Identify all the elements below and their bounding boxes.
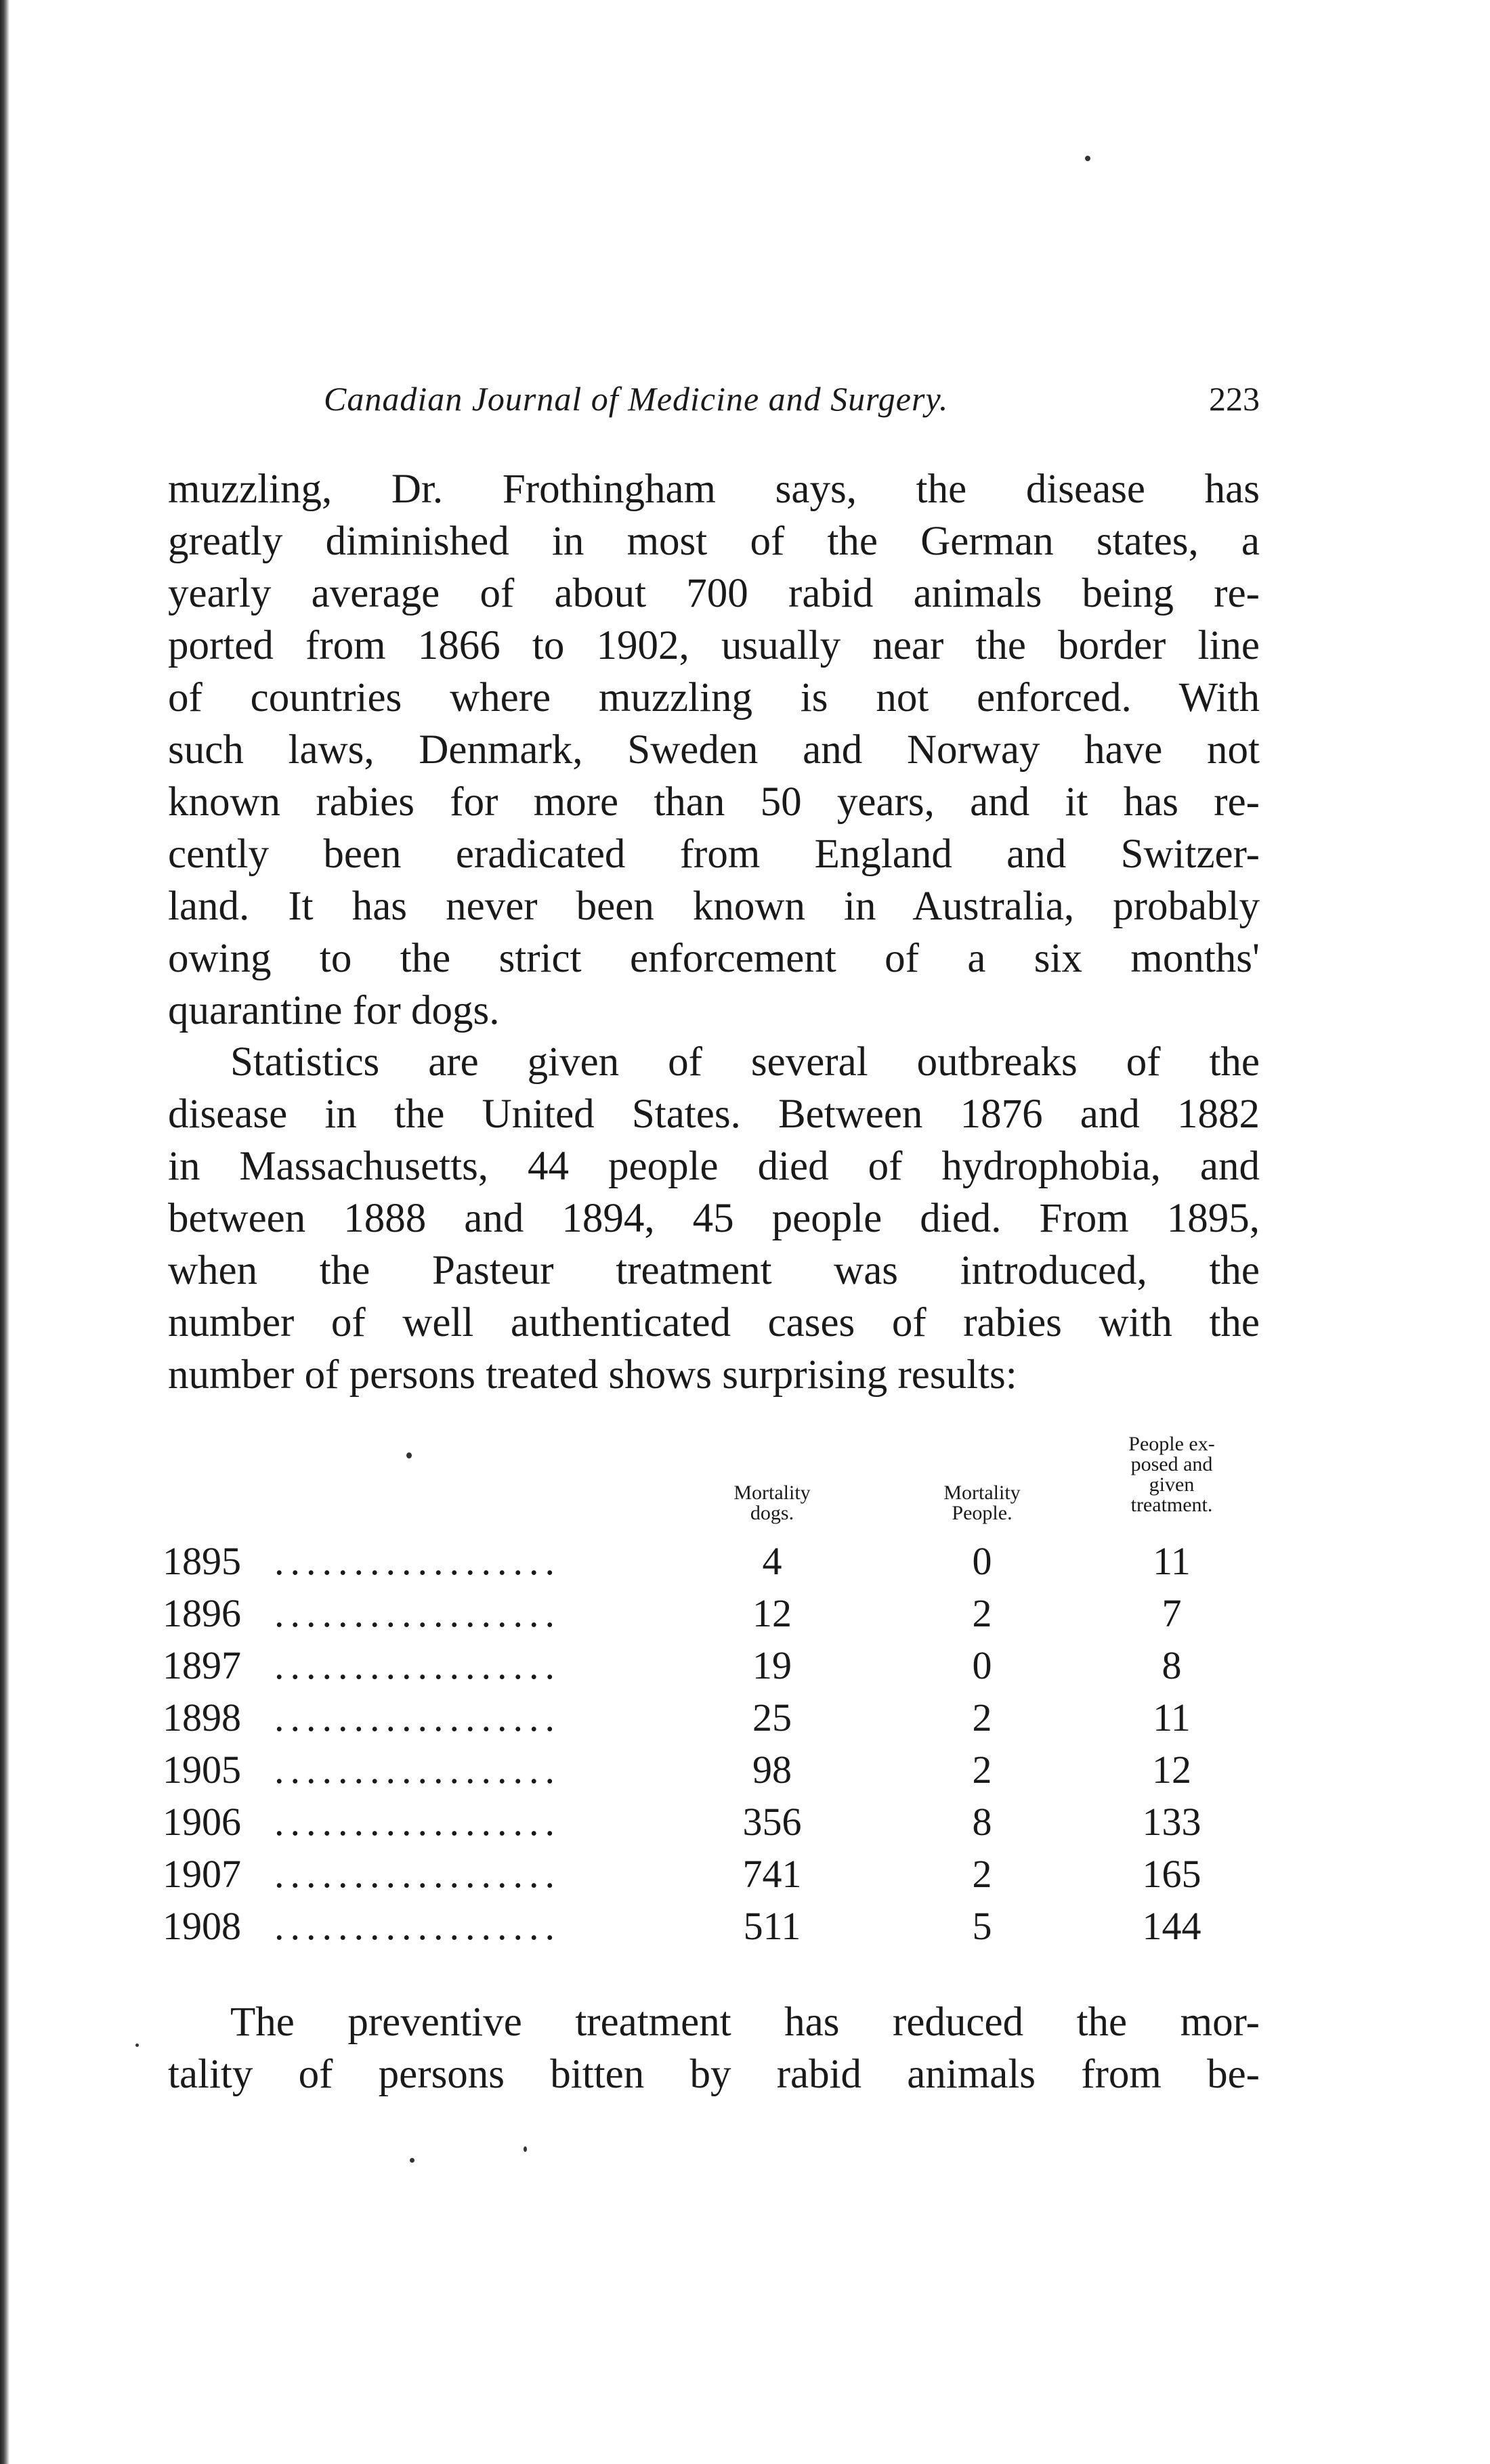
- page-binding-edge: [0, 0, 9, 2464]
- cell-mortality-people: 0: [972, 1539, 992, 1583]
- journal-title: Canadian Journal of Medicine and Surgery.: [324, 380, 949, 418]
- cell-mortality-dogs: 12: [704, 1591, 840, 1636]
- text-line: muzzling, Dr. Frothingham says, the disease has: [168, 467, 1260, 512]
- text-line: of countries where muzzling is not enforced. With: [168, 675, 1260, 720]
- cell-people-treated: 11: [1153, 1539, 1191, 1583]
- text-line: quarantine for dogs.: [168, 988, 500, 1033]
- print-speck: [410, 2158, 414, 2163]
- cell-people-treated: 11: [1153, 1695, 1191, 1739]
- cell-mortality-people: 2: [972, 1748, 992, 1792]
- row-year: 1898: [163, 1695, 241, 1739]
- cell-mortality-dogs: 98: [704, 1747, 840, 1792]
- text-line: such laws, Denmark, Sweden and Norway have not: [168, 727, 1260, 773]
- print-speck: [135, 2044, 139, 2047]
- cell-people-treated: 133: [1142, 1800, 1201, 1844]
- dot-leader: ..................: [274, 1800, 561, 1844]
- cell-mortality-people: 8: [972, 1800, 992, 1844]
- column-header-line: given: [1149, 1473, 1195, 1496]
- running-head: [169, 379, 1260, 420]
- column-header-line: Mortality: [943, 1482, 1021, 1504]
- column-header-line: treatment.: [1130, 1494, 1213, 1516]
- table-row: [163, 1643, 1263, 1694]
- table-row: [163, 1799, 1263, 1851]
- table-row: [163, 1695, 1263, 1746]
- table-row: [163, 1591, 1263, 1642]
- cell-mortality-dogs: 356: [704, 1799, 840, 1844]
- cell-mortality-people: 2: [972, 1591, 992, 1635]
- table-row: [163, 1903, 1263, 1955]
- page-number: 223: [1209, 380, 1260, 418]
- row-year: 1907: [163, 1852, 241, 1896]
- paragraph-preventive-treatment: [168, 1996, 1260, 2100]
- text-line: yearly average of about 700 rabid animals being re-: [168, 571, 1260, 616]
- dot-leader: ..................: [274, 1852, 561, 1896]
- text-line: ported from 1866 to 1902, usually near the border line: [168, 623, 1260, 668]
- cell-mortality-dogs: 25: [704, 1695, 840, 1740]
- text-line: Statistics are given of several outbreaks of the: [230, 1039, 1260, 1085]
- text-line: owing to the strict enforcement of a six months': [168, 936, 1260, 981]
- column-header-line: posed and: [1130, 1453, 1213, 1475]
- row-year: 1897: [163, 1643, 241, 1687]
- cell-mortality-people: 0: [972, 1643, 992, 1687]
- cell-mortality-dogs: 511: [704, 1903, 840, 1949]
- column-header-mortality-people: [894, 1483, 1070, 1523]
- cell-mortality-people: 2: [972, 1852, 992, 1896]
- text-line: number of persons treated shows surprising results:: [168, 1352, 1017, 1398]
- cell-people-treated: 165: [1142, 1852, 1201, 1896]
- column-header-line: dogs.: [750, 1502, 794, 1524]
- row-year: 1906: [163, 1800, 241, 1844]
- text-line: disease in the United States. Between 1876 and 1882: [168, 1091, 1260, 1137]
- dot-leader: ..................: [274, 1591, 561, 1635]
- text-line: greatly diminished in most of the German states, a: [168, 519, 1260, 564]
- column-header-line: People ex-: [1128, 1433, 1215, 1455]
- dot-leader: ..................: [274, 1539, 561, 1583]
- table-row: [163, 1747, 1263, 1798]
- print-speck: [524, 2146, 527, 2152]
- cell-mortality-people: 5: [972, 1904, 992, 1948]
- cell-mortality-dogs: 741: [704, 1851, 840, 1897]
- text-line: tality of persons bitten by rabid animals from be-: [168, 2052, 1260, 2097]
- column-header-people-treated: [1084, 1434, 1260, 1515]
- column-header-line: People.: [952, 1502, 1013, 1524]
- print-speck: [1085, 156, 1090, 161]
- cell-mortality-people: 2: [972, 1695, 992, 1739]
- text-line: land. It has never been known in Australia, probably: [168, 884, 1260, 929]
- text-line: number of well authenticated cases of rabies with the: [168, 1300, 1260, 1345]
- paragraph-muzzling: [168, 463, 1260, 1037]
- dot-leader: ..................: [274, 1748, 561, 1792]
- text-line: between 1888 and 1894, 45 people died. From 1895,: [168, 1196, 1260, 1241]
- cell-people-treated: 12: [1152, 1748, 1191, 1792]
- row-year: 1895: [163, 1539, 241, 1583]
- dot-leader: ..................: [274, 1643, 561, 1687]
- text-line: cently been eradicated from England and Switzer-: [168, 831, 1260, 877]
- paragraph-statistics: [168, 1036, 1260, 1401]
- table-row: [163, 1538, 1263, 1590]
- text-line: in Massachusetts, 44 people died of hydrophobia, and: [168, 1144, 1260, 1189]
- row-year: 1905: [163, 1748, 241, 1792]
- cell-people-treated: 7: [1162, 1591, 1182, 1635]
- cell-mortality-dogs: 19: [704, 1643, 840, 1688]
- text-line: The preventive treatment has reduced the mor-: [230, 2000, 1260, 2045]
- cell-people-treated: 144: [1142, 1904, 1201, 1948]
- row-year: 1908: [163, 1904, 241, 1948]
- row-year: 1896: [163, 1591, 241, 1635]
- cell-people-treated: 8: [1162, 1643, 1182, 1687]
- table-row: [163, 1851, 1263, 1903]
- text-line: when the Pasteur treatment was introduced, the: [168, 1248, 1260, 1293]
- column-header-line: Mortality: [733, 1482, 811, 1504]
- column-header-mortality-dogs: [684, 1483, 860, 1523]
- rabies-statistics-table: [163, 1434, 1263, 1949]
- text-line: known rabies for more than 50 years, and it has re-: [168, 779, 1260, 825]
- cell-mortality-dogs: 4: [704, 1538, 840, 1584]
- print-speck: [406, 1452, 412, 1458]
- dot-leader: ..................: [274, 1904, 561, 1948]
- dot-leader: ..................: [274, 1695, 561, 1739]
